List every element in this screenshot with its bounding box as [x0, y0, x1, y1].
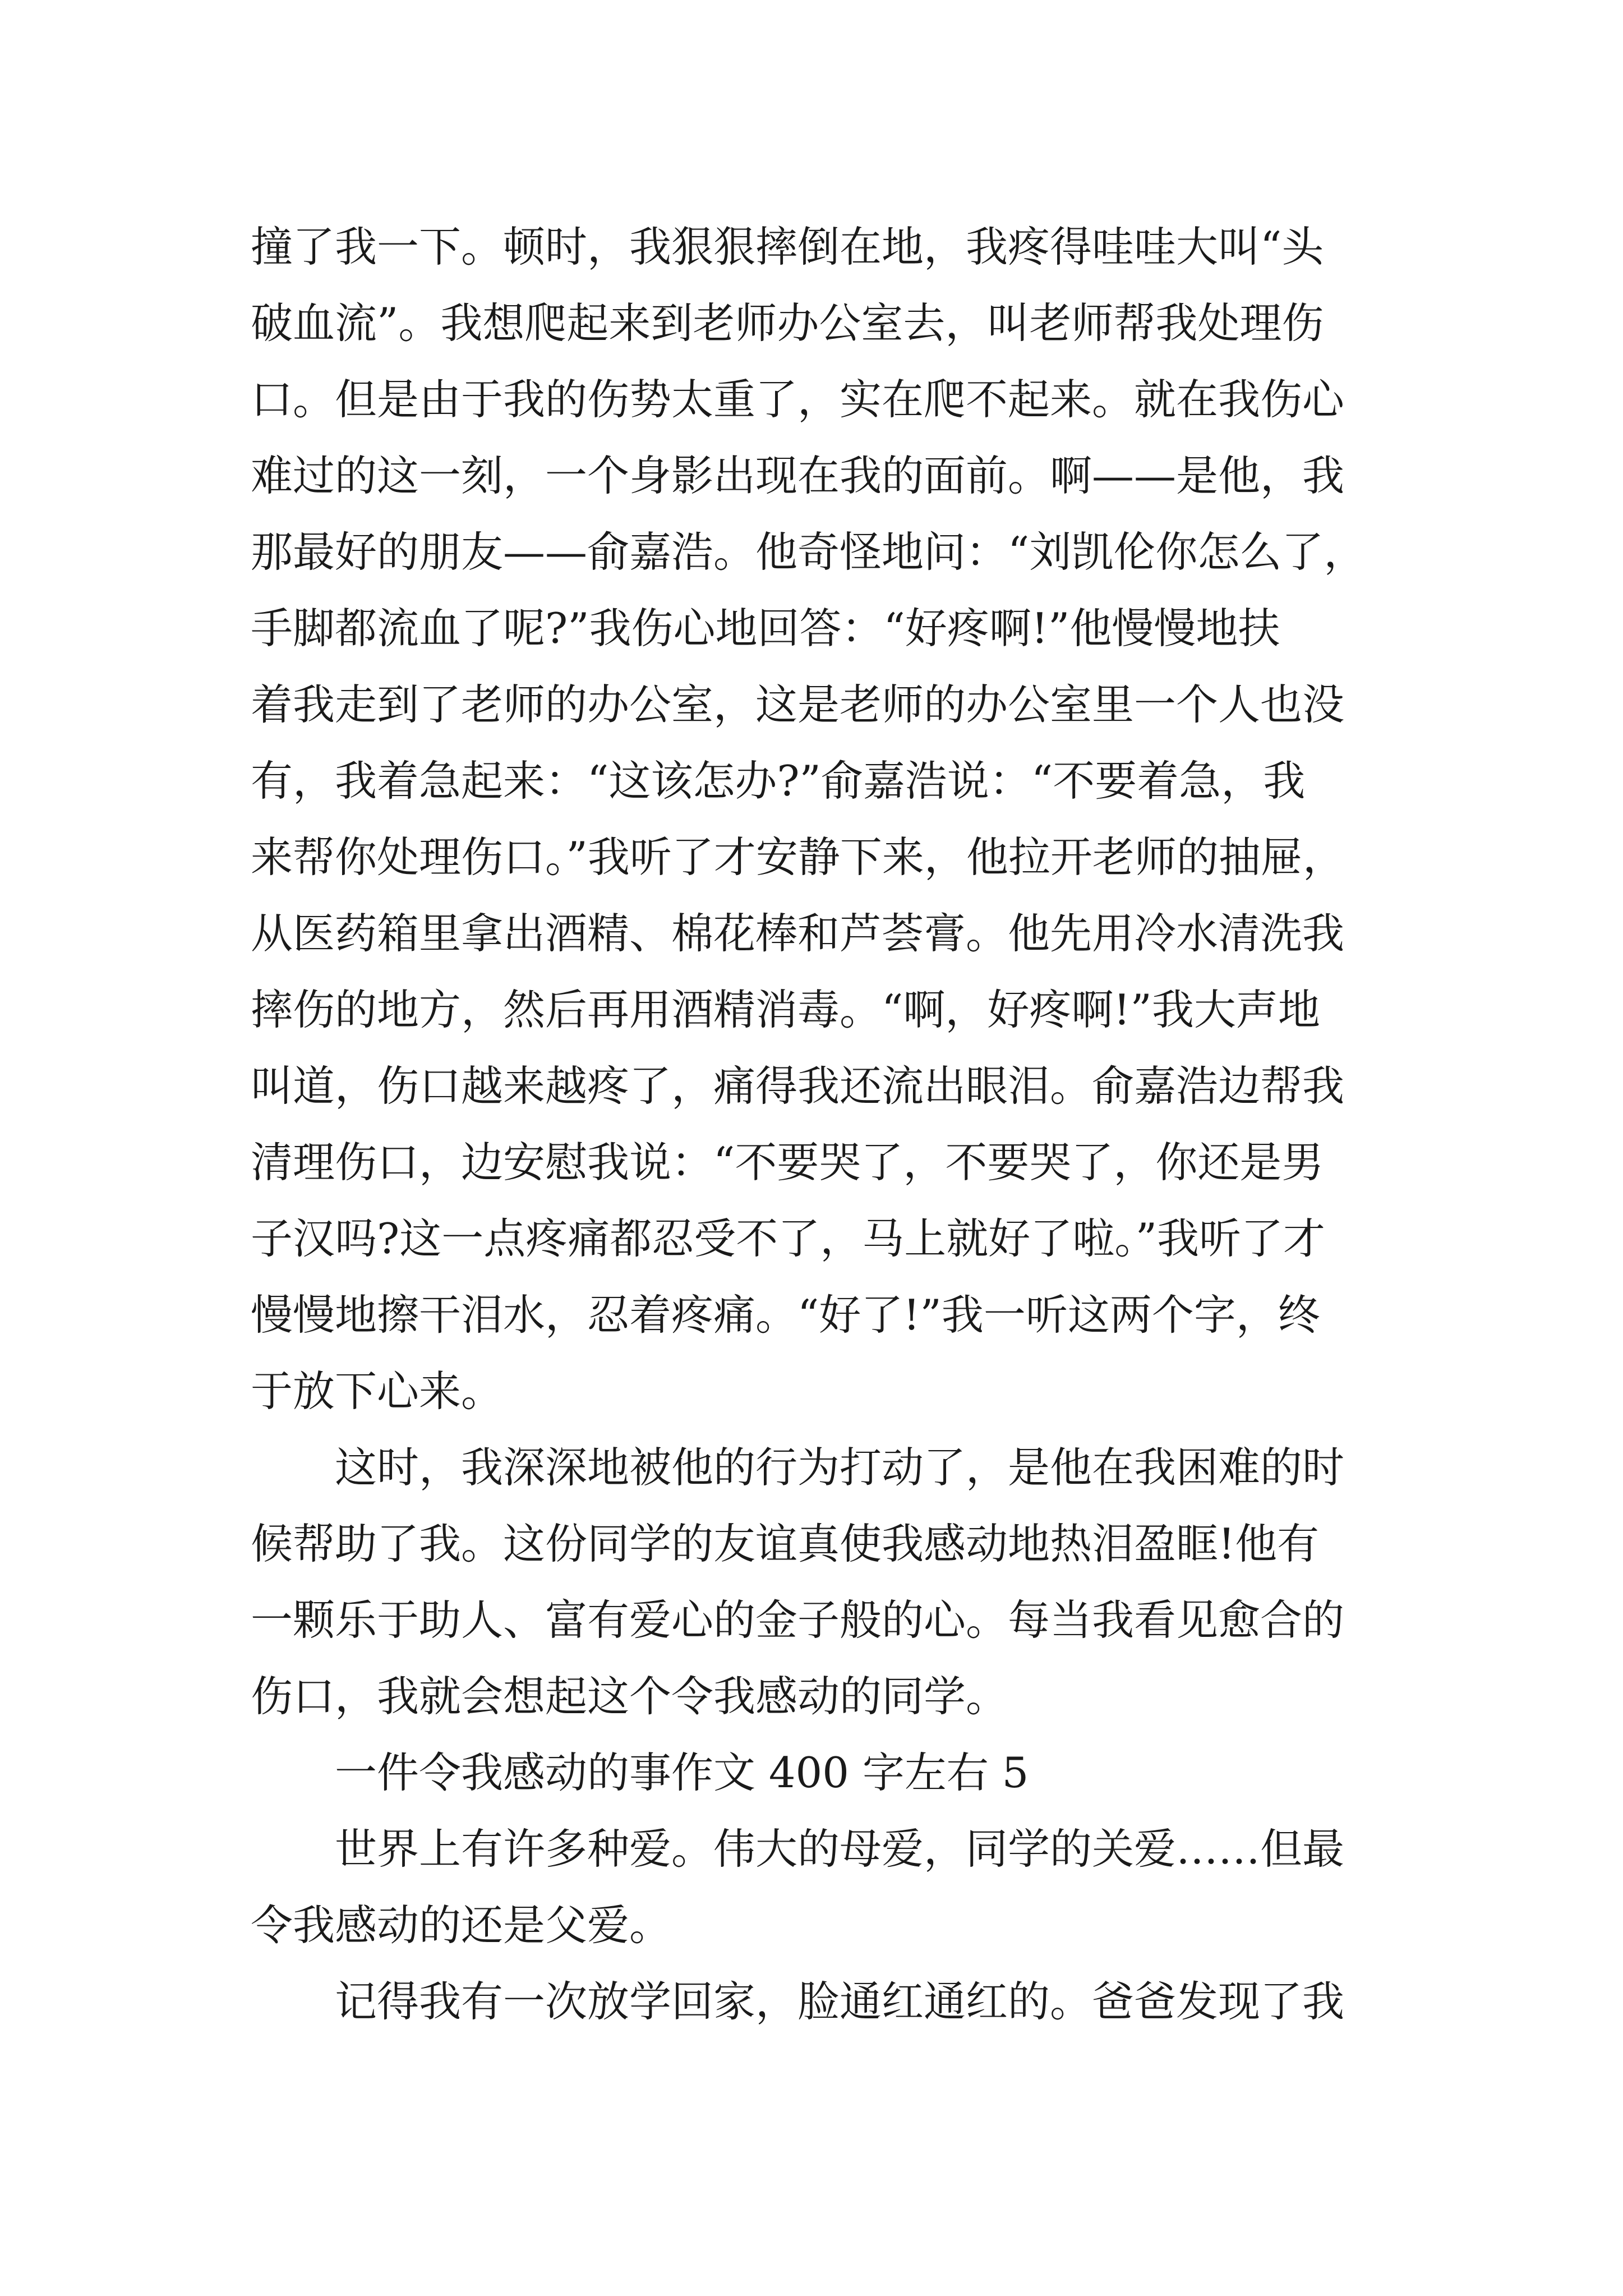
text-line: 那最好的朋友——俞嘉浩。他奇怪地问：“刘凯伦你怎么了， — [251, 527, 1366, 577]
text-line: 着我走到了老师的办公室，这是老师的办公室里一个人也没 — [251, 680, 1345, 729]
text-line: 摔伤的地方，然后再用酒精消毒。“啊，好疼啊!”我大声地 — [251, 985, 1320, 1034]
text-line: 候帮助了我。这份同学的友谊真使我感动地热泪盈眶!他有 — [251, 1519, 1320, 1568]
text-line: 叫道，伤口越来越疼了，痛得我还流出眼泪。俞嘉浩边帮我 — [251, 1061, 1345, 1111]
text-line: 于放下心来。 — [251, 1366, 504, 1416]
text-line: 口。但是由于我的伤势太重了，实在爬不起来。就在我伤心 — [251, 375, 1345, 424]
text-line: 这时，我深深地被他的行为打动了，是他在我困难的时 — [251, 1443, 1345, 1492]
text-line: 难过的这一刻，一个身影出现在我的面前。啊——是他，我 — [251, 451, 1345, 500]
text-line: 清理伤口，边安慰我说：“不要哭了，不要哭了，你还是男 — [251, 1138, 1324, 1187]
section-heading: 一件令我感动的事作文 400 字左右 5 — [251, 1748, 1029, 1797]
text-line: 从医药箱里拿出酒精、棉花棒和芦荟膏。他先用冷水清洗我 — [251, 909, 1345, 958]
text-line: 记得我有一次放学回家，脸通红通红的。爸爸发现了我 — [251, 1977, 1345, 2026]
text-line: 来帮你处理伤口。”我听了才安静下来，他拉开老师的抽屉， — [251, 832, 1345, 882]
text-line: 手脚都流血了呢?”我伤心地回答：“好疼啊!”他慢慢地扶 — [251, 604, 1280, 653]
document-body — [251, 209, 1395, 2040]
text-line: 破血流”。我想爬起来到老师办公室去，叫老师帮我处理伤 — [251, 298, 1324, 348]
text-line: 有，我着急起来：“这该怎办?”俞嘉浩说：“不要着急，我 — [251, 756, 1306, 806]
text-line: 慢慢地擦干泪水，忍着疼痛。“好了!”我一听这两个字，终 — [251, 1290, 1320, 1340]
text-line: 撞了我一下。顿时，我狠狠摔倒在地，我疼得哇哇大叫“头 — [251, 222, 1324, 272]
text-line: 一颗乐于助人、富有爱心的金子般的心。每当我看见愈合的 — [251, 1595, 1345, 1645]
text-line: 子汉吗?这一点疼痛都忍受不了，马上就好了啦。”我听了才 — [251, 1214, 1326, 1263]
text-line: 令我感动的还是父爱。 — [251, 1901, 672, 1950]
text-line: 伤口，我就会想起这个令我感动的同学。 — [251, 1672, 1008, 1721]
text-line: 世界上有许多种爱。伟大的母爱，同学的关爱……但最 — [251, 1824, 1345, 1874]
